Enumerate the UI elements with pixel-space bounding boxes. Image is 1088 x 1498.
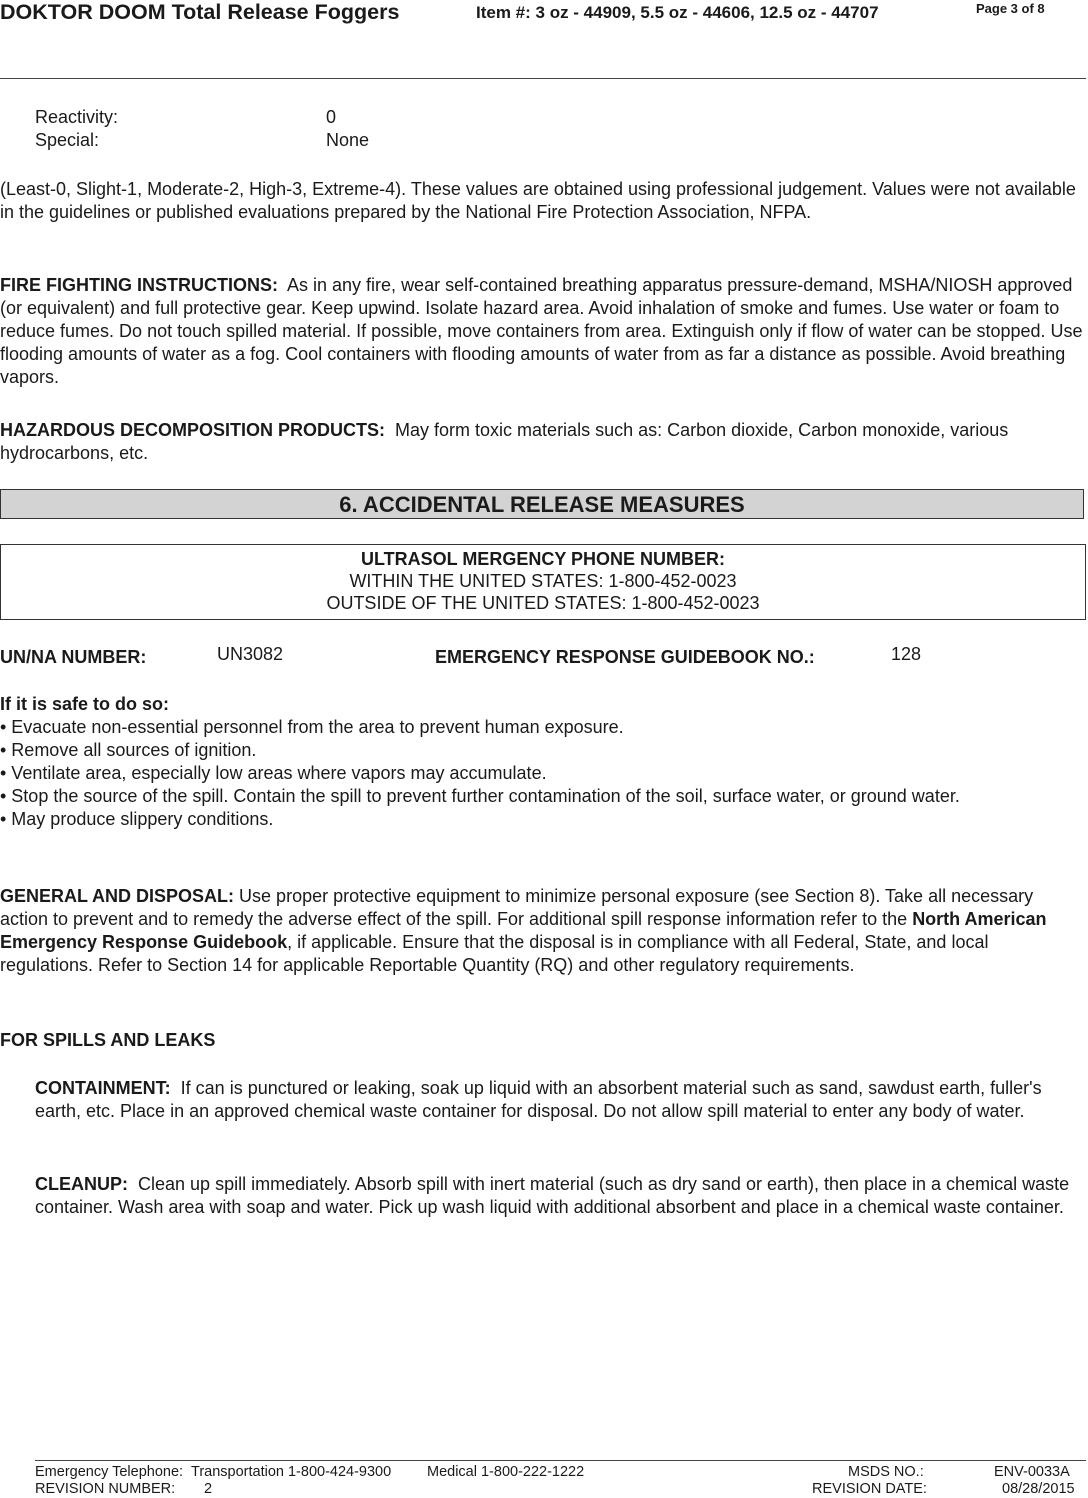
revision-date-value: 08/28/2015 [1002, 1481, 1075, 1497]
hazardous-decomposition [0, 419, 1084, 465]
containment [35, 1077, 1084, 1123]
item-numbers: Item #: 3 oz - 44909, 5.5 oz - 44606, 12.5 oz - 44707 [476, 3, 879, 22]
revision-number-value: 2 [204, 1481, 213, 1497]
emergency-box-title: ULTRASOL MERGENCY PHONE NUMBER: [360, 549, 726, 569]
list-item: • May produce slippery conditions. [0, 809, 274, 829]
un-na-label: UN/NA NUMBER: [0, 647, 147, 667]
reactivity-value: 0 [326, 107, 337, 127]
decomposition-text: May form toxic materials such as: Carbon dioxide, Carbon monoxide, various hydrocarbons, etc. [0, 420, 1009, 463]
decomposition-heading: HAZARDOUS DECOMPOSITION PRODUCTS: [0, 420, 386, 440]
fire-fighting-text: As in any fire, wear self-contained breathing apparatus pressure-demand, MSHA/NIOSH approved (or equivalent) and full protective gear. Keep upwind. Isolate hazard area. Avoid inhalation of smoke and fumes. Use water or foam to reduce fumes. Do not touch spilled material. If possible, move containers from area. Extinguish only if flow of water can be stopped. Use flooding amounts of water as a fog. Cool containers with flooding amounts of water from as far a distance as possible. Avoid breathing vapors. [0, 275, 1083, 387]
list-item: • Stop the source of the spill. Contain the spill to prevent further contamination of the soil, surface water, or ground water. [0, 786, 960, 806]
containment-text: If can is punctured or leaking, soak up liquid with an absorbent material such as sand, sawdust earth, fuller's earth, etc. Place in an approved chemical waste container for disposal. Do not allow spill material to enter any body of water. [35, 1078, 1042, 1121]
transportation-phone: Transportation 1-800-424-9300 [191, 1464, 392, 1480]
fire-fighting-heading: FIRE FIGHTING INSTRUCTIONS: [0, 275, 278, 295]
general-disposal-text-1: Use proper protective equipment to minimize personal exposure (see Section 8). Take all necessary action to prevent and to remedy the adverse effect of the spill. For additional spill response information refer to the [0, 886, 1034, 929]
general-disposal-text-2: , if applicable. Ensure that the disposal is in compliance with all Federal, State, and local regulations. Refer to Section 14 for applicable Reportable Quantity (RQ) and other regulatory requirements. [0, 932, 989, 975]
msds-number-label: MSDS NO.: [848, 1464, 924, 1480]
special-value: None [326, 130, 370, 150]
page-number: Page 3 of 8 [976, 1, 1045, 16]
medical-phone: Medical 1-800-222-1222 [427, 1464, 585, 1480]
general-disposal [0, 885, 1084, 977]
cleanup-text: Clean up spill immediately. Absorb spill with inert material (such as dry sand or earth), then place in a chemical waste container. Wash area with soap and water. Pick up wash liquid with additional absorbent and place in a chemical waste container. [35, 1174, 1070, 1217]
spills-heading: FOR SPILLS AND LEAKS [0, 1030, 216, 1050]
cleanup-heading: CLEANUP: [35, 1174, 128, 1194]
list-item: • Ventilate area, especially low areas where vapors may accumulate. [0, 763, 547, 783]
safe-section [0, 693, 1084, 831]
erg-value: 128 [891, 644, 922, 664]
erg-reference: North American Emergency Response Guidebook [0, 909, 1047, 952]
header-divider [0, 78, 1086, 79]
list-item: • Evacuate non-essential personnel from the area to prevent human exposure. [0, 717, 624, 737]
emergency-within-us: WITHIN THE UNITED STATES: 1-800-452-0023 [349, 571, 737, 591]
erg-label: EMERGENCY RESPONSE GUIDEBOOK NO.: [435, 647, 815, 667]
reactivity-label: Reactivity: [35, 107, 119, 127]
revision-date-label: REVISION DATE: [812, 1481, 927, 1497]
section-6-title: 6. ACCIDENTAL RELEASE MEASURES [0, 489, 1084, 519]
emergency-telephone-label: Emergency Telephone: [35, 1464, 184, 1480]
document-title: DOKTOR DOOM Total Release Foggers [0, 0, 400, 24]
safe-heading: If it is safe to do so: [0, 694, 170, 714]
list-item: • Remove all sources of ignition. [0, 740, 257, 760]
un-na-value: UN3082 [217, 644, 284, 664]
special-label: Special: [35, 130, 100, 150]
rating-note: (Least-0, Slight-1, Moderate-2, High-3, Extreme-4). These values are obtained using professional judgement. Values were not available in the guidelines or published evaluations prepared by the National Fire Protection Association, NFPA. [0, 179, 1076, 222]
fire-fighting-instructions [0, 274, 1084, 389]
msds-number-value: ENV-0033A [994, 1464, 1070, 1480]
revision-number-label: REVISION NUMBER: [35, 1481, 176, 1497]
containment-heading: CONTAINMENT: [35, 1078, 171, 1098]
general-disposal-heading: GENERAL AND DISPOSAL: [0, 886, 235, 906]
cleanup [35, 1173, 1084, 1219]
emergency-phone-box [0, 544, 1086, 620]
footer-divider [35, 1460, 1086, 1461]
emergency-outside-us: OUTSIDE OF THE UNITED STATES: 1-800-452-0023 [326, 593, 760, 613]
